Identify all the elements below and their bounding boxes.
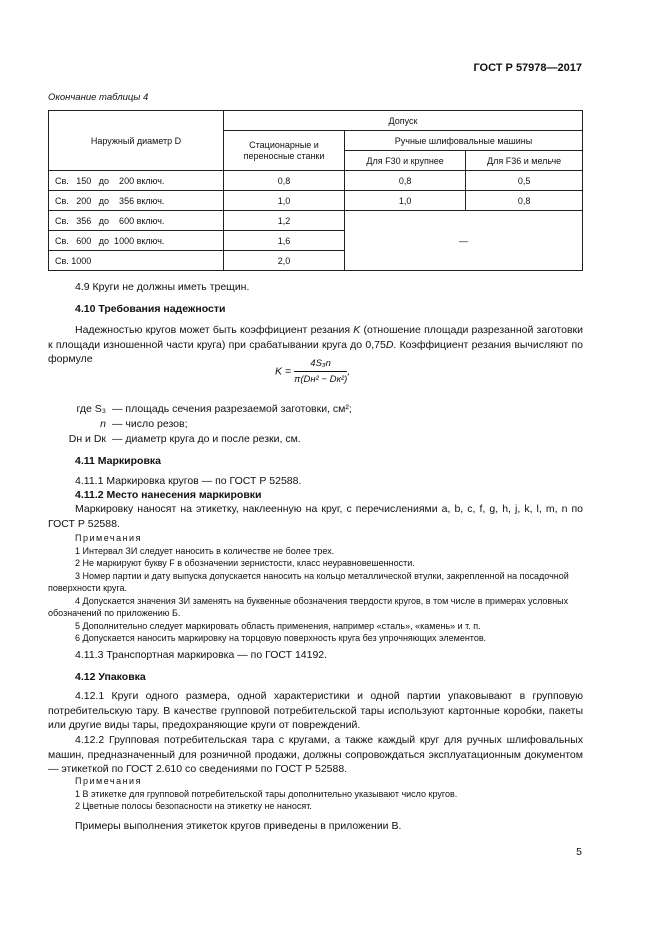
cell-f30: 0,8 <box>345 171 466 191</box>
heading-4-11-2: 4.11.2 Место нанесения маркировки <box>75 489 262 501</box>
note-item: 1 Интервал ЗИ следует наносить в количестве не более трех. <box>75 545 335 556</box>
para-text: Надежностью кругов может быть коэффициент резания <box>75 324 354 336</box>
table-row <box>49 211 583 231</box>
definition-row <box>48 417 352 432</box>
cell-stationary: 1,2 <box>224 211 345 231</box>
para-4-12-1: 4.12.1 Круги одного размера, одной характеристики и одной партии упаковывают в групповую потребительскую тару. В качестве групповой потребительской тары используют картонные коробки, пакеты или другие виды тары, предохраняющие круги от повреждений. <box>48 690 583 731</box>
para-4-11-3: 4.11.3 Транспортная маркировка — по ГОСТ 14192. <box>75 649 328 661</box>
cell-dash: — <box>345 211 583 271</box>
notes-4-12 <box>48 775 583 813</box>
formula-lhs: K = <box>275 365 292 378</box>
para-text: (отношение площади разрезанной заготовки к площади изношенной части круга) при срабатывании круга до 0,75 <box>48 324 583 351</box>
cell-stationary: 1,0 <box>224 191 345 211</box>
formula-definitions <box>48 402 352 447</box>
note-item: 6 Допускается наносить маркировку на торцовую поверхность круга без упрочняющих элементов. <box>75 633 487 643</box>
definition-row <box>48 432 352 447</box>
header-manual: Ручные шлифовальные машины <box>345 131 583 151</box>
header-f30: Для F30 и крупнее <box>345 151 466 171</box>
header-stationary: Стационарные и переносные станки <box>224 131 345 171</box>
formula-denominator: π(Dн² − Dк²) <box>293 374 348 385</box>
cell-f36: 0,8 <box>466 191 583 211</box>
cell-stationary: 0,8 <box>224 171 345 191</box>
cell-range: Св. 1000 <box>49 251 224 271</box>
definition-text: — диаметр круга до и после резки, см. <box>112 433 301 445</box>
notes-4-11 <box>48 532 583 645</box>
note-item: 1 В этикетке для групповой потребительской тары дополнительно указывают число кругов. <box>75 788 458 799</box>
formula-end: , <box>347 365 351 378</box>
symbol-d: D <box>385 338 394 351</box>
para-4-11-2: Маркировку наносят на этикетку, наклеенную на круг, с перечислениями a, b, c, f, g, h, j, k, l, m, n по ГОСТ Р 52588. <box>48 503 583 530</box>
note-item: 2 Цветные полосы безопасности на этикетку не наносят. <box>75 801 312 811</box>
note-item: 3 Номер партии и дату выпуска допускается наносить на кольцо металлической втулки, закрепленной на посадочной поверхности круга. <box>48 570 569 593</box>
formula-fraction <box>294 358 347 385</box>
cell-range: Св. 356 до 600 включ. <box>49 211 224 231</box>
cell-stationary: 1,6 <box>224 231 345 251</box>
para-4-9: 4.9 Круги не должны иметь трещин. <box>75 281 250 293</box>
para-appendix-ref: Примеры выполнения этикеток кругов приведены в приложении В. <box>75 820 402 832</box>
cell-f36: 0,5 <box>466 171 583 191</box>
para-4-12-2: 4.12.2 Групповая потребительская тара с кругами, а также каждый круг для ручных шлифовальных машин, предназначенный для розничной продажи, должны сопровождаться эксплуатационным документом — этикеткой по ГОСТ 2.610 со сведениями по ГОСТ Р 52588. <box>48 734 583 775</box>
cell-stationary: 2,0 <box>224 251 345 271</box>
definition-text: — число резов; <box>112 418 188 430</box>
para-text: . Коэффициент резания вычисляют по формуле <box>48 338 583 365</box>
cell-f30: 1,0 <box>345 191 466 211</box>
table-row <box>49 191 583 211</box>
cell-range: Св. 600 до 1000 включ. <box>49 231 224 251</box>
heading-4-10: 4.10 Требования надежности <box>75 303 226 315</box>
header-f36: Для F36 и мельче <box>466 151 583 171</box>
cell-range: Св. 150 до 200 включ. <box>49 171 224 191</box>
formula <box>275 358 350 385</box>
note-item: 4 Допускается значения ЗИ заменять на буквенные обозначения твердости кругов, в том числе в примерах условных обозначений по приложению Б. <box>48 595 569 618</box>
table-row <box>49 171 583 191</box>
heading-4-11: 4.11 Маркировка <box>75 455 161 467</box>
document-header: ГОСТ Р 57978—2017 <box>473 62 582 74</box>
notes-heading: Примечания <box>75 776 142 786</box>
header-diameter: Наружный диаметр D <box>49 111 224 171</box>
para-4-11-1: 4.11.1 Маркировка кругов — по ГОСТ Р 52588. <box>75 475 302 487</box>
definition-text: — площадь сечения разрезаемой заготовки, см²; <box>112 403 352 415</box>
cell-range: Св. 200 до 356 включ. <box>49 191 224 211</box>
table-caption: Окончание таблицы 4 <box>48 92 149 103</box>
definition-row <box>48 402 352 417</box>
definition-symbol: n <box>100 418 106 430</box>
heading-4-12: 4.12 Упаковка <box>75 671 146 683</box>
note-item: 2 Не маркируют букву F в обозначении зернистости, класс неуравновешенности. <box>75 558 415 568</box>
tolerance-table <box>48 110 583 271</box>
page-number: 5 <box>576 846 582 858</box>
definition-symbol: где S₃ <box>76 403 106 415</box>
formula-numerator: 4S₃n <box>294 358 347 372</box>
definition-symbol: Dн и Dк <box>68 433 106 445</box>
notes-heading: Примечания <box>75 533 142 543</box>
symbol-k: K <box>353 324 361 336</box>
header-tolerance: Допуск <box>224 111 583 131</box>
note-item: 5 Дополнительно следует маркировать область применения, например «сталь», «камень» и т. п. <box>75 620 481 631</box>
